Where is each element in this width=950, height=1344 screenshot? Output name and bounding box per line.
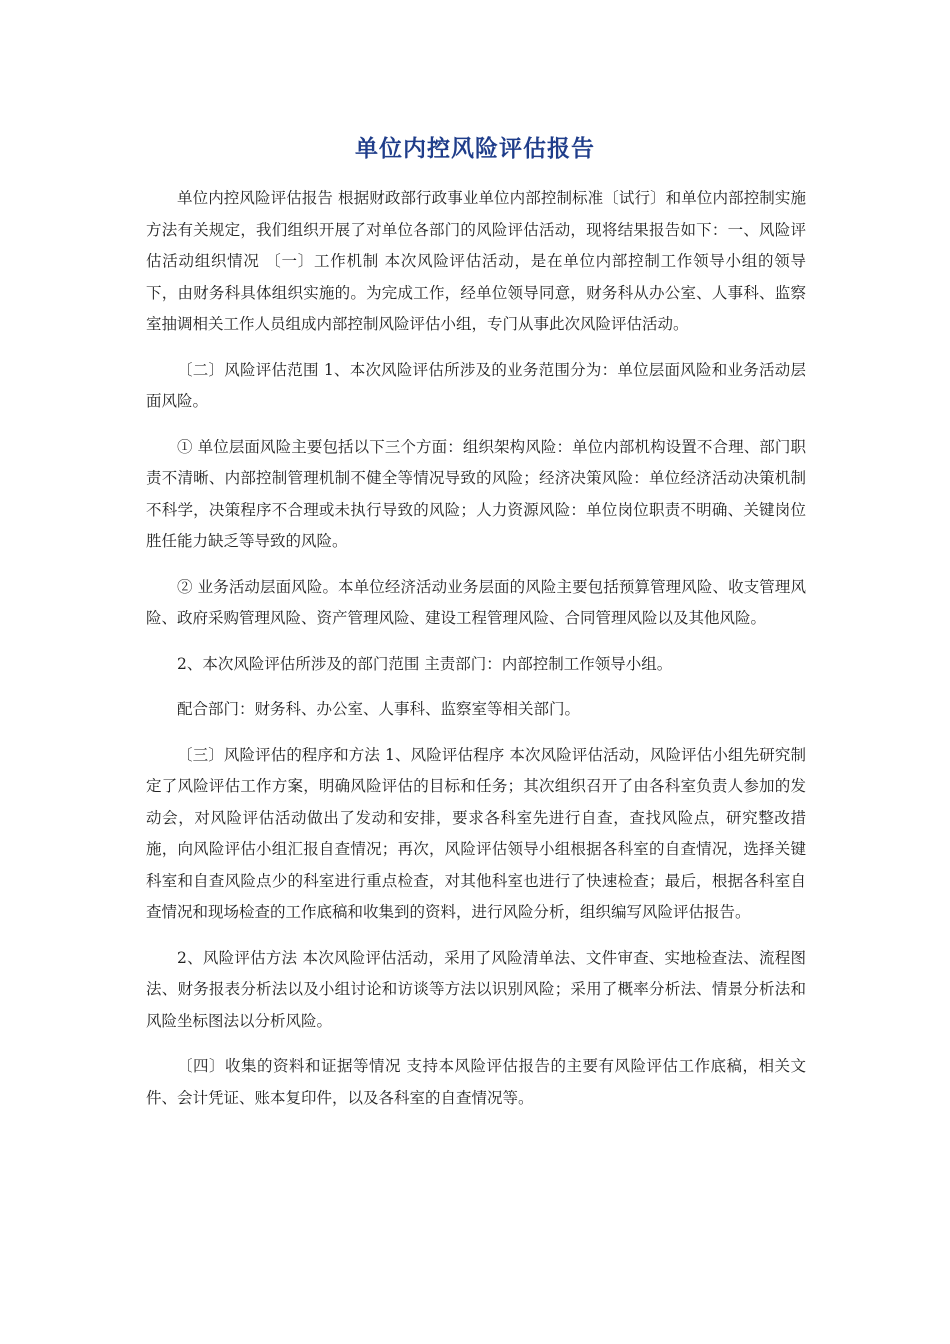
paragraph-8: 2、风险评估方法 本次风险评估活动，采用了风险清单法、文件审查、实地检查法、流程图法、财务报表分析法以及小组讨论和访谈等方法以识别风险；采用了概率分析法、情景分析法和风险坐标图法以分析风险。: [146, 948, 806, 1030]
paragraph-3: ① 单位层面风险主要包括以下三个方面：组织架构风险：单位内部机构设置不合理、部门职责不清晰、内部控制管理机制不健全等情况导致的风险；经济决策风险：单位经济活动决策机制不科学，决策程序不合理或未执行导致的风险；人力资源风险：单位岗位职责不明确、关键岗位胜任能力缺乏等导致的风险。: [146, 437, 806, 550]
document-title: 单位内控风险评估报告: [355, 136, 595, 162]
paragraph-6: 配合部门：财务科、办公室、人事科、监察室等相关部门。: [177, 700, 581, 718]
paragraph-1: 单位内控风险评估报告 根据财政部行政事业单位内部控制标准〔试行〕和单位内部控制实施方法有关规定，我们组织开展了对单位各部门的风险评估活动，现将结果报告如下：一、风险评估活动组织情况 〔一〕工作机制 本次风险评估活动，是在单位内部控制工作领导小组的领导下，由财务科具体组织实施的。为完成工作，经单位领导同意，财务科从办公室、人事科、监察室抽调相关工作人员组成内部控制风险评估小组，专门从事此次风险评估活动。: [146, 189, 806, 333]
paragraph-7: 〔三〕风险评估的程序和方法 1、风险评估程序 本次风险评估活动，风险评估小组先研究制定了风险评估工作方案，明确风险评估的目标和任务；其次组织召开了由各科室负责人参加的发动会，对风险评估活动做出了发动和安排，要求各科室先进行自查，查找风险点，研究整改措施，向风险评估小组汇报自查情况；再次，风险评估领导小组根据各科室的自查情况，选择关键科室和自查风险点少的科室进行重点检查，对其他科室也进行了快速检查；最后，根据各科室自查情况和现场检查的工作底稿和收集到的资料，进行风险分析，组织编写风险评估报告。: [146, 745, 806, 921]
paragraph-9: 〔四〕收集的资料和证据等情况 支持本风险评估报告的主要有风险评估工作底稿，相关文件、会计凭证、账本复印件，以及各科室的自查情况等。: [146, 1057, 806, 1107]
paragraph-2: 〔二〕风险评估范围 1、本次风险评估所涉及的业务范围分为：单位层面风险和业务活动层面风险。: [146, 360, 806, 410]
paragraph-5: 2、本次风险评估所涉及的部门范围 主责部门：内部控制工作领导小组。: [177, 654, 673, 673]
document-body: [146, 183, 806, 1128]
paragraph-4: ② 业务活动层面风险。本单位经济活动业务层面的风险主要包括预算管理风险、收支管理风险、政府采购管理风险、资产管理风险、建设工程管理风险、合同管理风险以及其他风险。: [146, 577, 806, 627]
